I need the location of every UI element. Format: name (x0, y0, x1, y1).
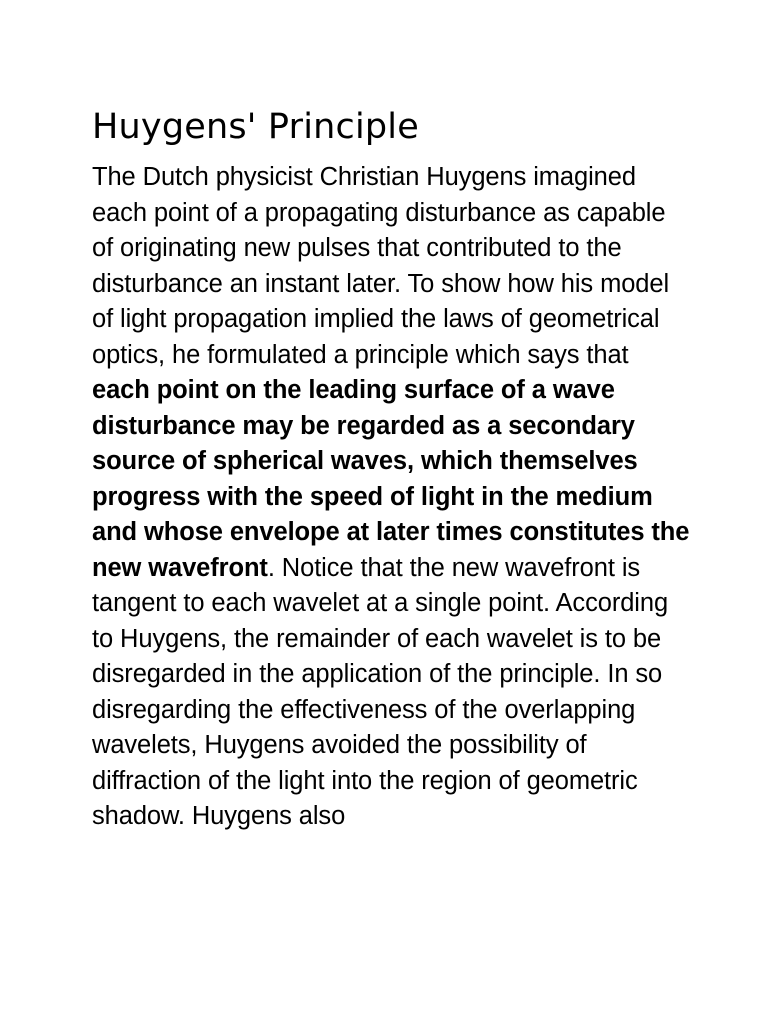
paragraph-text-intro: The Dutch physicist Christian Huygens imagined each point of a propagating disturbance as capable of originating new pulses that contributed to the disturbance an instant later. To show how his model of light propagation implied the laws of geometrical optics, he formulated a principle which says that (92, 163, 670, 369)
paragraph-text-bold-principle: each point on the leading surface of a wave disturbance may be regarded as a secondary source of spherical waves, which themselves progress with the speed of light in the medium and whose envelope at later times constitutes the new wavefront (92, 376, 690, 582)
page-title: Huygens' Principle (92, 107, 419, 147)
paragraph-text-continuation: . Notice that the new wavefront is tangent to each wavelet at a single point. According to Huygens, the remainder of each wavelet is to be disregarded in the application of the principle. In so disregarding the effectiveness of the overlapping wavelets, Huygens avoided the possibility of diffraction of the light into the region of geometric shadow. Huygens also (92, 553, 669, 830)
body-paragraph (92, 160, 692, 835)
document-page (92, 104, 692, 835)
